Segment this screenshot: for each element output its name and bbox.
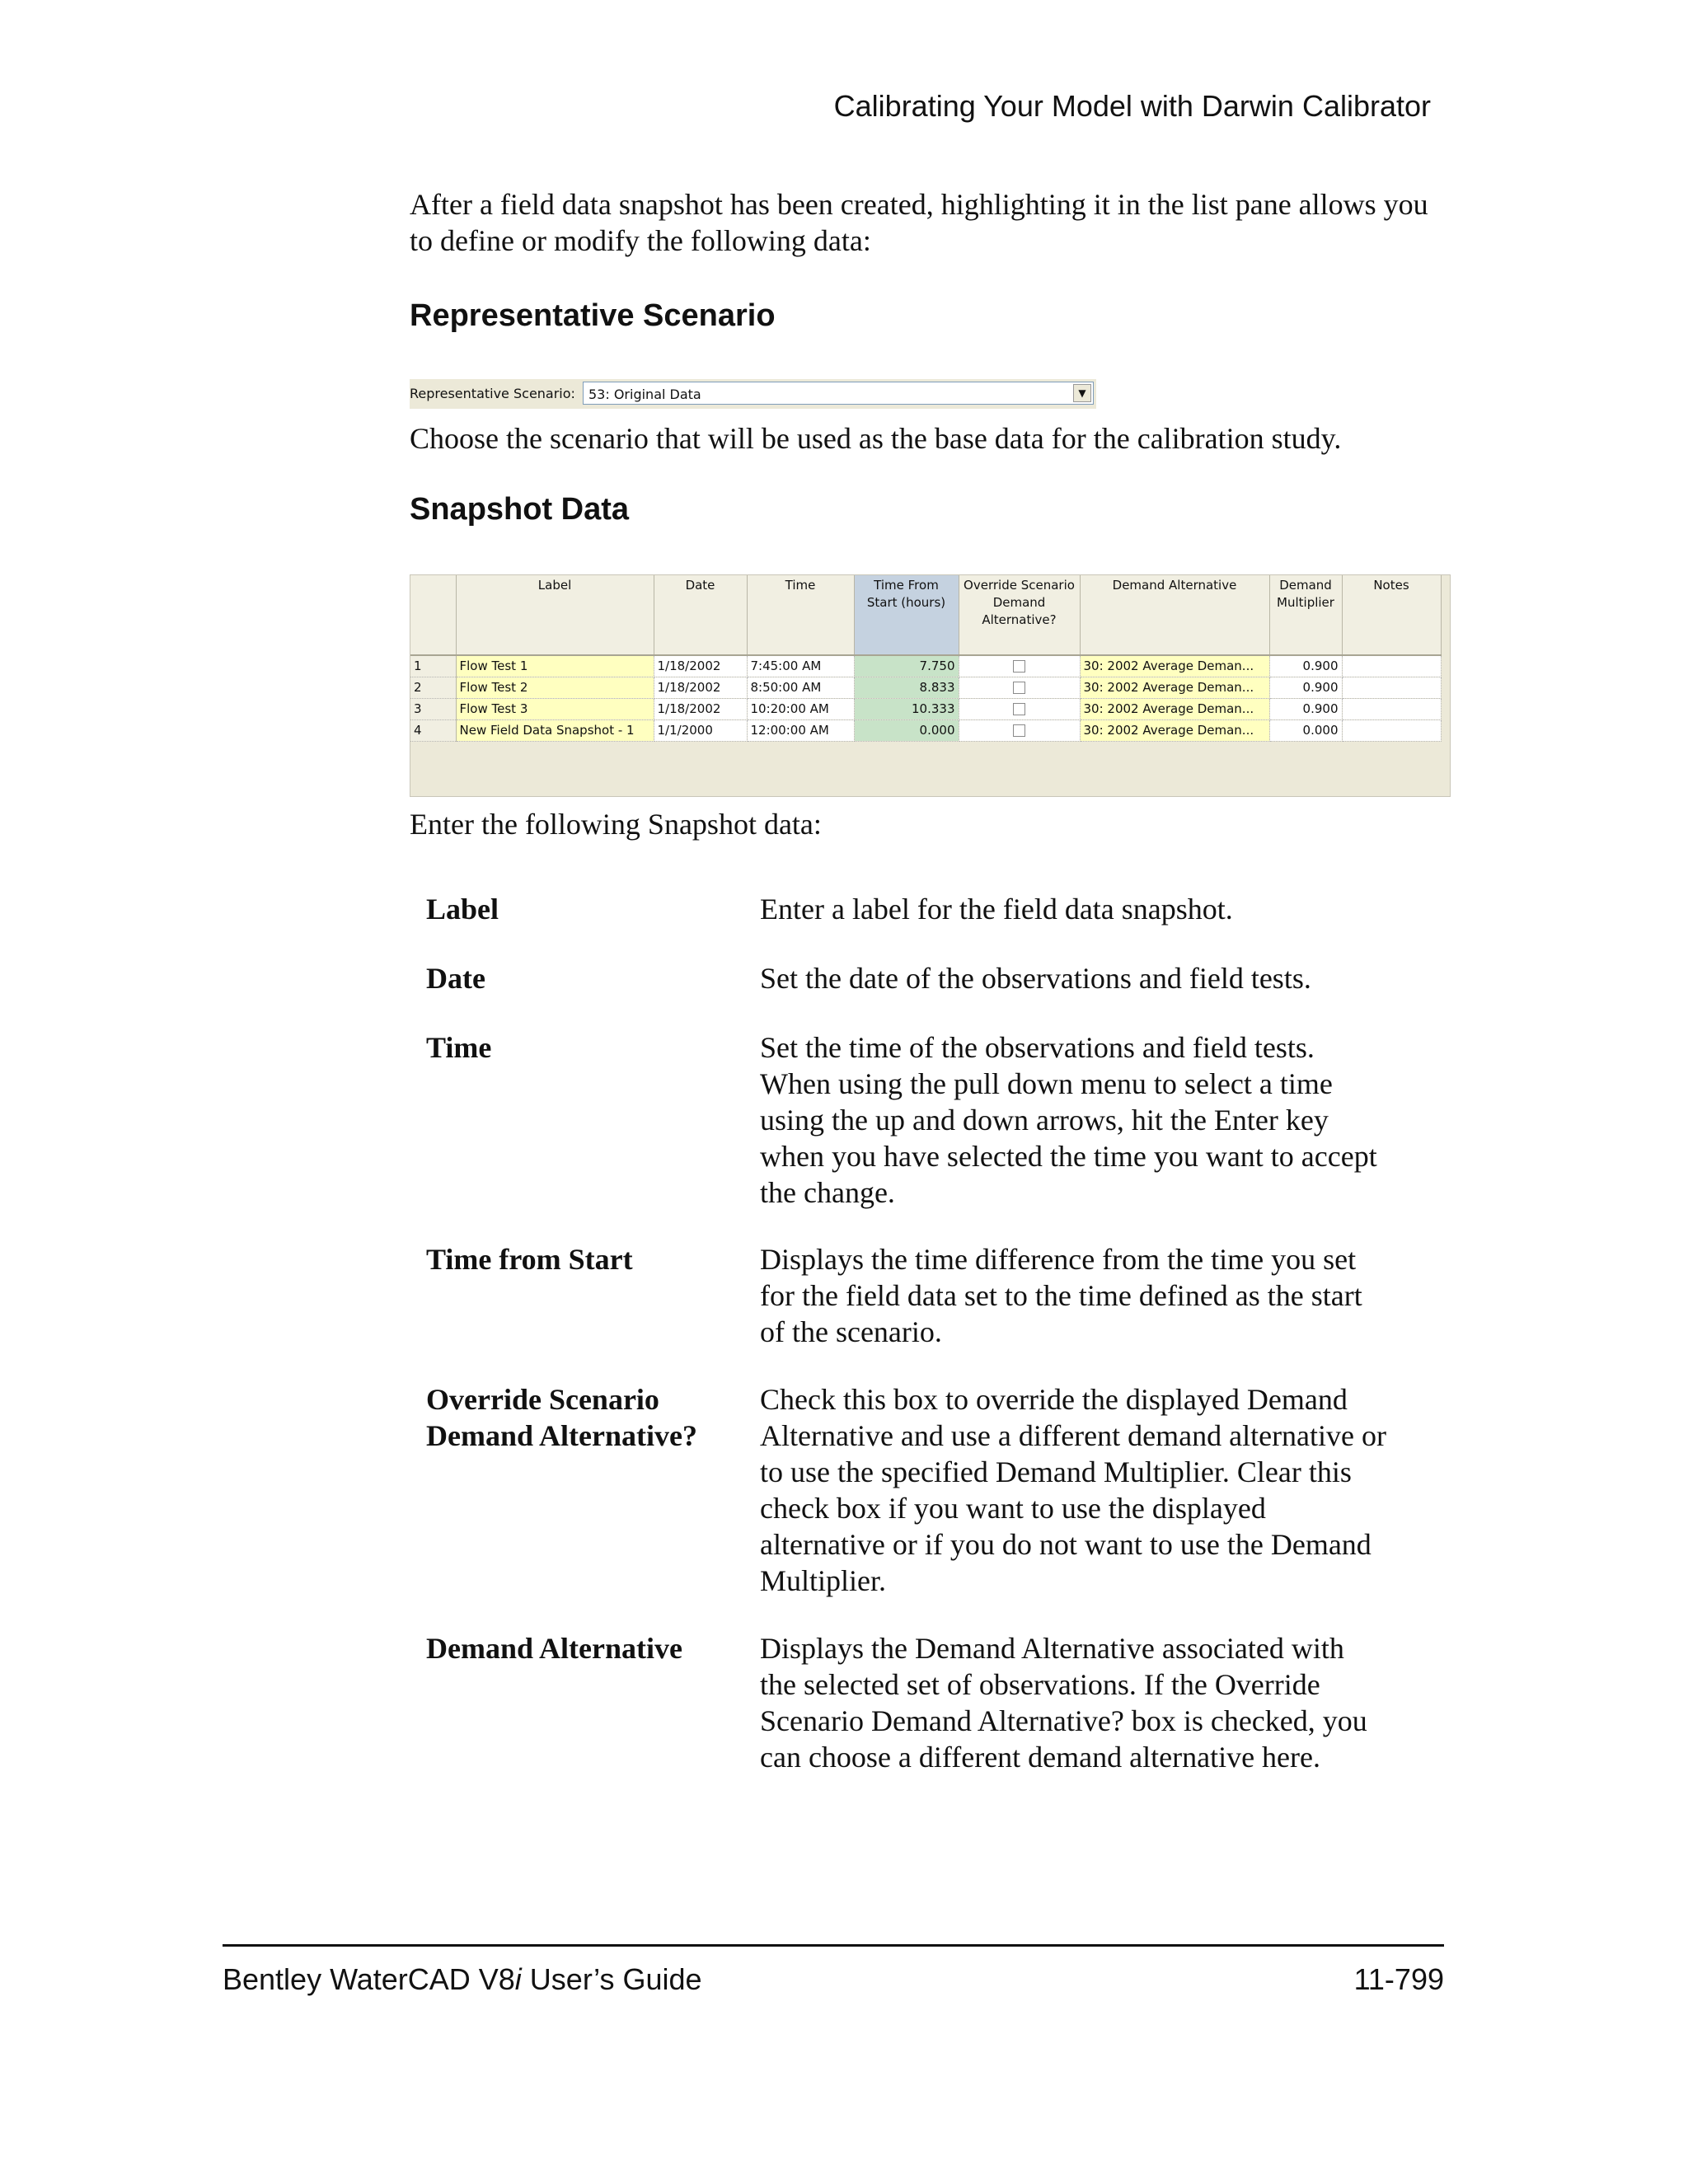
override-cell[interactable] [959,720,1080,742]
override-checkbox[interactable] [1013,703,1025,715]
label-cell[interactable]: Flow Test 1 [456,655,654,677]
representative-scenario-widget [410,379,1096,409]
table-row[interactable] [410,677,1441,699]
demand-alternative-cell[interactable]: 30: 2002 Average Deman... [1080,720,1269,742]
column-header-override[interactable]: Override Scenario Demand Alternative? [959,575,1080,655]
demand-alternative-cell[interactable]: 30: 2002 Average Deman... [1080,677,1269,699]
notes-cell[interactable] [1342,655,1441,677]
column-header-notes[interactable]: Notes [1342,575,1441,655]
time-cell[interactable]: 8:50:00 AM [747,677,854,699]
definition-demand-alternative: Displays the Demand Alternative associated with the selected set of observations. If the Override Scenario Demand Alternative? box is checked, you can choose a different demand alternative here. [760,1632,1367,1774]
notes-cell[interactable] [1342,677,1441,699]
heading-representative-scenario: Representative Scenario [410,298,776,333]
definition-override-scenario: Check this box to override the displayed Demand Alternative and use a different demand alternative or to use the specified Demand Multiplier. Clear this check box if you want to use the displayed alternative or if you do not want to use the Demand Multiplier. [760,1383,1387,1597]
row-number[interactable]: 1 [410,655,456,677]
representative-scenario-value: 53: Original Data [588,387,701,402]
table-row[interactable] [410,699,1441,720]
column-header-demand-multiplier[interactable]: Demand Multiplier [1269,575,1342,655]
snapshot-lead-in: Enter the following Snapshot data: [410,808,822,841]
definition-time: Set the time of the observations and field tests. When using the pull down menu to select a time using the up and down arrows, hit the Enter key when you have selected the time you want to accept the change. [760,1031,1377,1209]
term-date: Date [426,962,485,995]
footer-page-number: 11-799 [1353,1962,1444,1996]
time-cell[interactable]: 10:20:00 AM [747,699,854,720]
date-cell[interactable]: 1/1/2000 [654,720,747,742]
time-cell[interactable]: 12:00:00 AM [747,720,854,742]
term-time-from-start: Time from Start [426,1243,633,1276]
table-row[interactable] [410,655,1441,677]
time-cell[interactable]: 7:45:00 AM [747,655,854,677]
column-header-time[interactable]: Time [747,575,854,655]
time-from-start-cell: 8.833 [854,677,959,699]
dropdown-arrow-icon[interactable]: ▼ [1073,384,1091,402]
column-header-label[interactable]: Label [456,575,654,655]
time-from-start-cell: 7.750 [854,655,959,677]
date-cell[interactable]: 1/18/2002 [654,655,747,677]
label-cell[interactable]: New Field Data Snapshot - 1 [456,720,654,742]
column-header-time-from-start[interactable]: Time From Start (hours) [854,575,959,655]
representative-scenario-select[interactable] [583,382,1094,405]
term-demand-alternative: Demand Alternative [426,1632,682,1665]
demand-multiplier-cell[interactable]: 0.000 [1269,720,1342,742]
override-cell[interactable] [959,677,1080,699]
footer-guide-title [223,1962,702,1997]
term-override-scenario: Override Scenario Demand Alternative? [426,1383,697,1452]
term-time: Time [426,1031,492,1064]
row-number-header [410,575,456,655]
notes-cell[interactable] [1342,699,1441,720]
definition-label: Enter a label for the field data snapshot. [760,893,1233,926]
term-label: Label [426,893,499,926]
definition-date: Set the date of the observations and field tests. [760,962,1311,995]
date-cell[interactable]: 1/18/2002 [654,677,747,699]
notes-cell[interactable] [1342,720,1441,742]
column-header-date[interactable]: Date [654,575,747,655]
row-number[interactable]: 3 [410,699,456,720]
snapshot-data-grid [410,574,1451,797]
row-number[interactable]: 4 [410,720,456,742]
definition-time-from-start: Displays the time difference from the time you set for the field data set to the time defined as the start of the scenario. [760,1243,1362,1348]
footer-guide-italic: i [514,1962,522,1996]
intro-paragraph: After a field data snapshot has been created, highlighting it in the list pane allows you to define or modify the following data: [410,188,1428,257]
heading-snapshot-data: Snapshot Data [410,492,630,527]
demand-alternative-cell[interactable]: 30: 2002 Average Deman... [1080,699,1269,720]
demand-multiplier-cell[interactable]: 0.900 [1269,677,1342,699]
demand-multiplier-cell[interactable]: 0.900 [1269,655,1342,677]
representative-scenario-description: Choose the scenario that will be used as the base data for the calibration study. [410,422,1342,455]
table-header-row [410,575,1441,655]
label-cell[interactable]: Flow Test 3 [456,699,654,720]
time-from-start-cell: 0.000 [854,720,959,742]
running-head: Calibrating Your Model with Darwin Calibrator [833,89,1431,123]
row-number[interactable]: 2 [410,677,456,699]
snapshot-table [410,575,1442,742]
footer-rule [223,1944,1444,1947]
table-row[interactable] [410,720,1441,742]
column-header-demand-alternative[interactable]: Demand Alternative [1080,575,1269,655]
demand-multiplier-cell[interactable]: 0.900 [1269,699,1342,720]
footer-guide-suffix: User’s Guide [521,1962,702,1996]
override-checkbox[interactable] [1013,660,1025,673]
date-cell[interactable]: 1/18/2002 [654,699,747,720]
representative-scenario-label: Representative Scenario: [410,386,575,401]
override-cell[interactable] [959,655,1080,677]
demand-alternative-cell[interactable]: 30: 2002 Average Deman... [1080,655,1269,677]
label-cell[interactable]: Flow Test 2 [456,677,654,699]
time-from-start-cell: 10.333 [854,699,959,720]
override-cell[interactable] [959,699,1080,720]
override-checkbox[interactable] [1013,682,1025,694]
footer-guide-prefix: Bentley WaterCAD V8 [223,1962,515,1996]
override-checkbox[interactable] [1013,724,1025,737]
